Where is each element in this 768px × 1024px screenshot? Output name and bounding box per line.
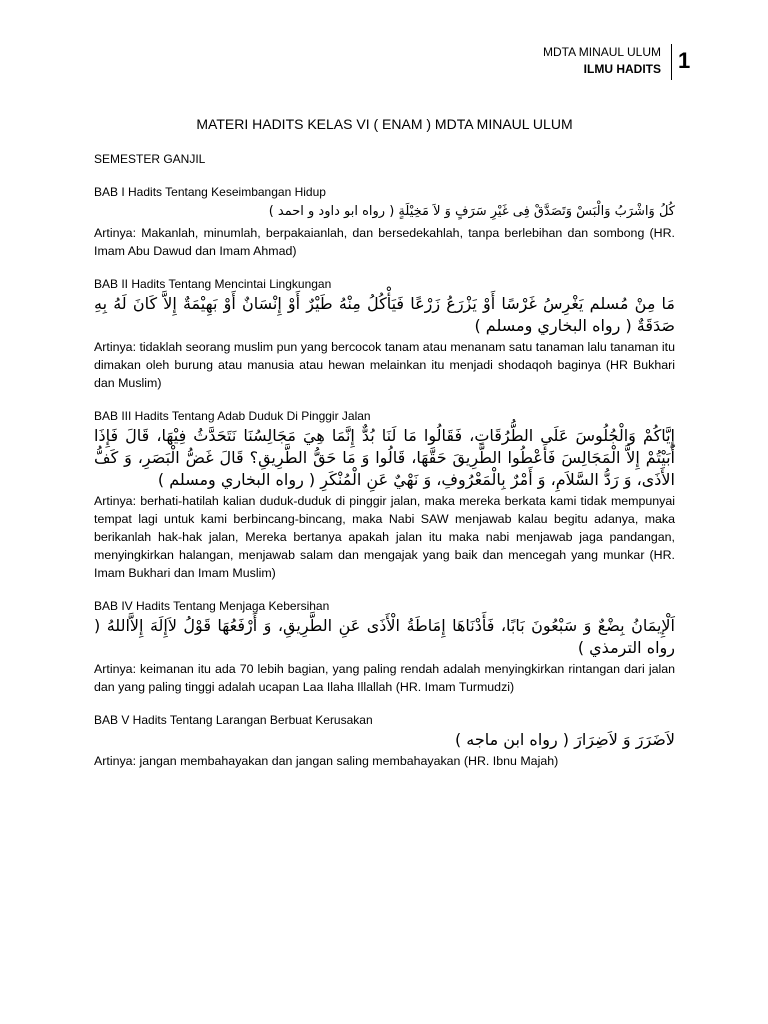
bab-1 bbox=[94, 184, 675, 260]
bab-title: BAB II Hadits Tentang Mencintai Lingkungan bbox=[94, 277, 332, 291]
semester-label: SEMESTER GANJIL bbox=[94, 152, 206, 166]
document-title: MATERI HADITS KELAS VI ( ENAM ) MDTA MINAUL ULUM bbox=[196, 116, 573, 132]
hadith-arabic: إِيَّاكُمْ وَالْجُلُوسَ عَلَى الطُّرُقَاتِ، فَقَالُوا مَا لَنَا بُدٌّ إِنَّمَا هِيَ مَجَالِسُنَا نَتَحَدَّثُ فِيْهَا، قَالَ فَإِذَا أَبَيْتُمْ إِلاَّ الْمَجَالِسَ فَأَعْطُوا الطَّرِيقَ حَقَّهَا، قَالُوا وَ مَا حَقُّ الطَّرِيقِ؟ قَالَ غَضُّ الْبَصَرِ، وَ كَفُّ الأَذَى، وَ رَدُّ السَّلاَمِ، وَ أَمْرٌ بِالْمَعْرُوفِ، وَ نَهْيٌ عَنِ الْمُنْكَرِ ( رواه البخاري ومسلم ) bbox=[94, 426, 675, 489]
page-number: 1 bbox=[678, 48, 691, 73]
bab-title: BAB I Hadits Tentang Keseimbangan Hidup bbox=[94, 185, 326, 199]
hadith-translation: Artinya: tidaklah seorang muslim pun yang bercocok tanam atau menanam satu tanaman lalu tanaman itu dimakan oleh burung atau manusia atau hewan melainkan itu menjadi shodaqoh baginya (HR Bukhari dan Muslim) bbox=[94, 340, 675, 390]
bab-title: BAB V Hadits Tentang Larangan Berbuat Kerusakan bbox=[94, 713, 373, 727]
hadith-arabic: لاَضَرَرَ وَ لاَضِرَارَ ( رواه ابن ماجه ) bbox=[454, 730, 675, 749]
hadith-translation: Artinya: Makanlah, minumlah, berpakaianlah, dan bersedekahlah, tanpa berlebihan dan sombong (HR. Imam Abu Dawud dan Imam Ahmad) bbox=[94, 226, 675, 258]
hadith-translation: Artinya: berhati-hatilah kalian duduk-duduk di pinggir jalan, maka mereka berkata kami tidak mempunyai tempat lagi untuk kami berbincang-bincang, maka Nabi SAW menjawab kalau begitu adanya, maka berikanlah hak-hak jalan, Mereka bertanya apakah jalan itu maka nabi menjawab jaga pandangan, menyingkirkan halangan, menjawab salam dan mengajak yang baik dan mencegah yang munkar (HR. Imam Bukhari dan Imam Muslim) bbox=[94, 494, 675, 580]
bab-5 bbox=[94, 712, 675, 770]
page-header bbox=[543, 44, 672, 80]
bab-3 bbox=[94, 408, 675, 582]
bab-title: BAB III Hadits Tentang Adab Duduk Di Pinggir Jalan bbox=[94, 409, 371, 423]
hadith-translation: Artinya: jangan membahayakan dan jangan saling membahayakan (HR. Ibnu Majah) bbox=[94, 754, 559, 768]
header-school: MDTA MINAUL ULUM bbox=[542, 45, 661, 59]
bab-4 bbox=[94, 598, 675, 696]
document-body bbox=[94, 116, 675, 786]
bab-title: BAB IV Hadits Tentang Menjaga Kebersihan bbox=[94, 599, 330, 613]
hadith-arabic: اَلْإِيمَانُ بِضْعٌ وَ سَبْعُونَ بَابًا، فَأَدْنَاهَا إِمَاطَةُ الْأَذَى عَنِ الطَّرِيقِ، وَ أَرْفَعُهَا قَوْلُ لاَإِلَهَ إِلاَّاللهُ ( رواه الترمذي ) bbox=[94, 616, 675, 657]
bab-2 bbox=[94, 276, 675, 392]
hadith-translation: Artinya: keimanan itu ada 70 lebih bagian, yang paling rendah adalah menyingkirkan rintangan dari jalan dan yang paling tinggi adalah ucapan Laa Ilaha Illallah (HR. Imam Turmudzi) bbox=[94, 662, 675, 694]
header-subject: ILMU HADITS bbox=[583, 62, 661, 76]
hadith-arabic: كُلُ وَاشْرَبُ وَالْبَسْ وَتَصَدَّقْ فِى غَيْرِ سَرَفٍ وَ لاَ مَخِيْلَةٍ ( رواه ابو داود و احمد ) bbox=[268, 204, 675, 219]
hadith-arabic: مَا مِنْ مُسلم يَغْرِسُ غَرْسًا أَوْ يَزْرَعُ زَرْعًا فَيَأْكُلُ مِنْهُ طَيْرٌ أَوْ إِنْسَانٌ أَوْ بَهِيْمَةٌ إِلاَّ كَانَ لَهُ بِهِ صَدَقَةٌ ( رواه البخاري ومسلم ) bbox=[94, 294, 675, 335]
